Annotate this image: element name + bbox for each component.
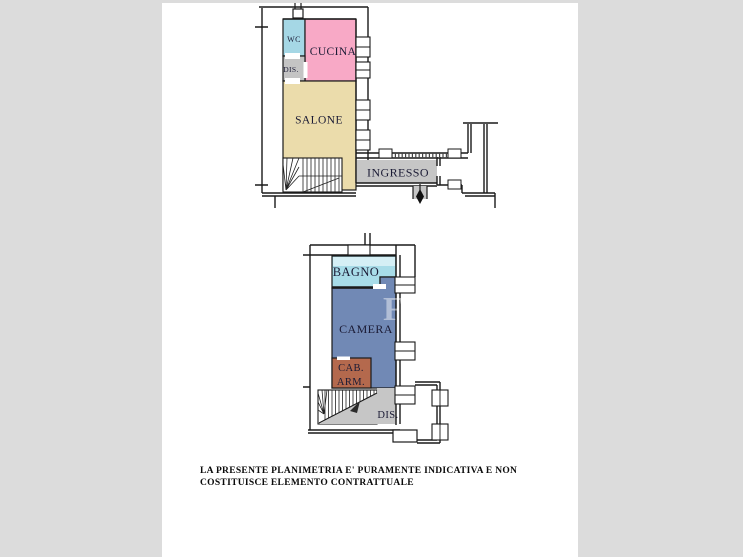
flue-box-lower — [348, 245, 370, 255]
disclaimer-line2: COSTITUISCE ELEMENTO CONTRATTUALE — [200, 478, 414, 488]
entrance — [413, 184, 427, 204]
disclaimer — [200, 465, 520, 489]
door-symbol — [448, 180, 461, 189]
label-dis-lower: DIS. — [377, 410, 399, 421]
door-symbol — [379, 149, 392, 158]
label-cab: CAB. — [338, 363, 364, 374]
door-symbol — [448, 149, 461, 158]
lower-floor-plan — [285, 232, 470, 447]
door-gap-wc-dis — [285, 53, 300, 59]
label-arm: ARM. — [336, 377, 366, 388]
flue-box — [293, 9, 303, 18]
staircase-upper — [283, 158, 342, 192]
label-salone: SALONE — [295, 114, 343, 127]
door-gap-dis-salone — [285, 78, 300, 84]
watermark-letter: F — [383, 291, 404, 328]
label-cucina: CUCINA — [309, 46, 357, 58]
disclaimer-line1: LA PRESENTE PLANIMETRIA E' PURAMENTE INDICATIVA E NON — [200, 466, 518, 476]
label-bagno: BAGNO — [332, 265, 380, 279]
flue-ticks — [295, 3, 301, 9]
door-gap-bagno — [373, 284, 386, 289]
label-ingresso: INGRESSO — [367, 165, 429, 180]
door-gap-dis-cucina — [304, 62, 308, 78]
label-wc: WC — [287, 35, 301, 44]
door-gap-cab — [337, 357, 350, 361]
wall-protrusion — [393, 430, 417, 442]
label-dis-upper: DIS. — [283, 65, 299, 74]
upper-floor-plan — [255, 0, 505, 215]
label-camera: CAMERA — [339, 322, 393, 336]
